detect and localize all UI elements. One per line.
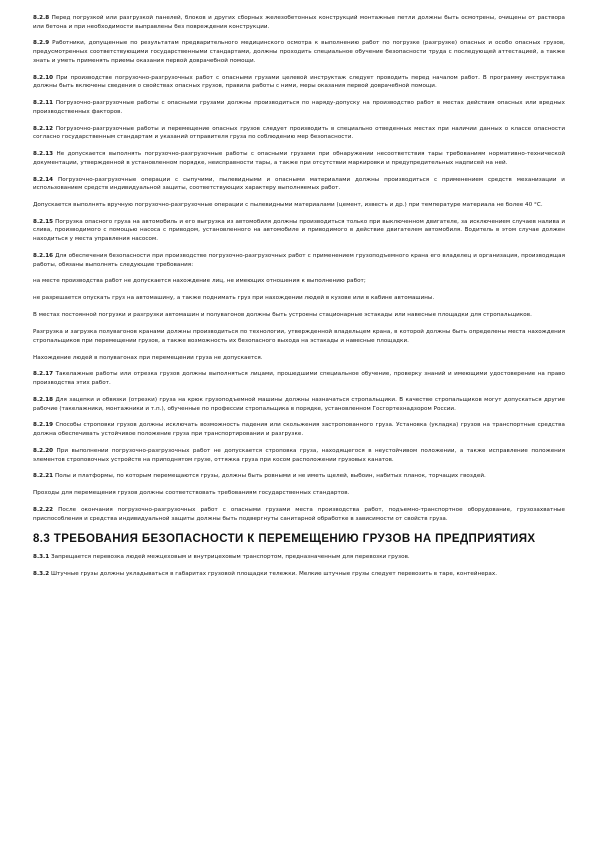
paragraph bbox=[33, 74, 565, 91]
paragraph-number: 8.2.8 bbox=[33, 15, 50, 21]
paragraph-number: 8.3.1 bbox=[33, 553, 50, 560]
paragraph bbox=[33, 370, 565, 387]
paragraph-number: 8.2.21 bbox=[33, 473, 54, 480]
section-8-2-paragraphs bbox=[33, 14, 565, 523]
paragraph-text: Разгрузка и загрузка полувагонов кранами должны производиться по технологии, утвержденной владельцем крана, в которой должны быть определены места нахождения стропальщиков при перемещении грузов, а также возможность их безопасного выхода на эстакады и навесные площадки. bbox=[33, 329, 565, 344]
paragraph-number: 8.2.16 bbox=[33, 252, 54, 259]
paragraph bbox=[33, 277, 565, 286]
paragraph-text: Погрузочно-разгрузочные работы и перемещение опасных грузов следует производить в специально отведенных местах при наличии данных о классе опасности согласно государственным стандартам и указаний отправителя груза по соблюдению мер безопасности. bbox=[33, 125, 566, 141]
paragraph-number: 8.3.2 bbox=[33, 570, 50, 577]
paragraph-text: Не допускается выполнять погрузочно-разгрузочные работы с опасными грузами при обнаружении несоответствия тары требованиям нормативно-технической документации, утвержденной в установленном порядке, неисправности тары, а также при отсутствии маркировки и предупредительных надписей на ней. bbox=[33, 151, 566, 166]
paragraph-number: 8.2.15 bbox=[33, 218, 54, 225]
paragraph bbox=[33, 354, 565, 363]
paragraph bbox=[33, 421, 565, 438]
paragraph-number: 8.2.22 bbox=[33, 507, 54, 514]
paragraph-number: 8.2.13 bbox=[33, 151, 54, 158]
document-page bbox=[33, 14, 565, 586]
paragraph bbox=[33, 201, 565, 210]
paragraph bbox=[33, 396, 565, 413]
section-heading: 8.3 ТРЕБОВАНИЯ БЕЗОПАСНОСТИ К ПЕРЕМЕЩЕНИЮ ГРУЗОВ НА ПРЕДПРИЯТИЯХ bbox=[33, 532, 536, 545]
paragraph-text: Запрещается перевозка людей межцеховым и внутрицеховым транспортом, предназначенным для перевозки грузов. bbox=[51, 553, 410, 560]
paragraph-number: 8.2.12 bbox=[33, 125, 54, 132]
paragraph bbox=[33, 99, 565, 116]
paragraph-number: 8.2.20 bbox=[33, 447, 54, 454]
paragraph-number: 8.2.17 bbox=[33, 371, 54, 378]
paragraph bbox=[33, 472, 565, 481]
paragraph-text: Такелажные работы или отрезка грузов должны выполняться лицами, прошедшими специальное обучение, проверку знаний и имеющими удостоверение на право производства этих работ. bbox=[33, 371, 565, 387]
paragraph-text: Работники, допущенные по результатам предварительного медицинского осмотра к выполнению работ по погрузке (разгрузке) опасных и особо опасных грузов, предусмотренных соответствующими государственными стандартами, должны проходить специальное обучение безопасности труда с последующей аттестацией, а также знать и уметь применять приемы оказания первой доврачебной помощи. bbox=[33, 40, 565, 64]
paragraph-number: 8.2.14 bbox=[33, 176, 54, 183]
paragraph-text: Штучные грузы должны укладываться в габаритах грузовой площадки тележки. Мелкие штучные грузы следует перевозить в таре, контейнерах. bbox=[51, 570, 498, 577]
paragraph bbox=[33, 311, 565, 320]
paragraph bbox=[33, 328, 565, 345]
paragraph-text: не разрешается опускать груз на автомашину, а также поднимать груз при нахождении людей в кузове или в кабине автомашины. bbox=[33, 295, 435, 302]
paragraph-text: на месте производства работ не допускается нахождение лиц, не имеющих отношения к выполнению работ; bbox=[33, 278, 366, 285]
paragraph-text: Для обеспечения безопасности при производстве погрузочно-разгрузочных работ с применением грузоподъемного крана его владелец и организация, производящая работы, обязаны выполнять следующие требования: bbox=[33, 252, 566, 268]
paragraph bbox=[33, 489, 565, 498]
paragraph-text: В местах постоянной погрузки и разгрузки автомашин и полувагонов должны быть устроены стационарные эстакады или навесные площадки для стропальщиков. bbox=[33, 312, 532, 319]
paragraph-text: Погрузочно-разгрузочные работы с опасными грузами должны производиться по наряду-допуску на производство работ в местах действия опасных или вредных производственных факторов. bbox=[33, 100, 565, 115]
paragraph bbox=[33, 176, 565, 193]
paragraph bbox=[33, 506, 565, 523]
paragraph-number: 8.2.18 bbox=[33, 396, 54, 403]
paragraph-text: Нахождение людей в полувагонах при перемещении груза не допускается. bbox=[33, 354, 263, 361]
paragraph-number: 8.2.19 bbox=[33, 422, 54, 429]
paragraph-text: Перед погрузкой или разгрузкой панелей, блоков и других сборных железобетонных конструкций монтажные петли должны быть осмотрены, очищены от раствора или бетона и при необходимости выправлены без повреждения конструкции. bbox=[33, 15, 565, 30]
paragraph-text: При выполнении погрузочно-разгрузочных работ не допускается строповка груза, находящегося в неустойчивом положении, а также исправление положения элементов строповочных устройств на приподнятом грузе, оттяжка груза при косом расположении грузовых канатов. bbox=[33, 447, 565, 463]
section-8-3-paragraphs bbox=[33, 553, 565, 578]
paragraph bbox=[33, 294, 565, 303]
paragraph bbox=[33, 218, 565, 244]
paragraph bbox=[33, 150, 565, 167]
paragraph bbox=[33, 125, 565, 142]
paragraph bbox=[33, 570, 565, 579]
paragraph-text: Допускается выполнять вручную погрузочно-разгрузочные операции с пылевидными материалами (цемент, известь и др.) при температуре материала не более 40 °С. bbox=[33, 201, 543, 208]
paragraph-text: Способы строповки грузов должны исключать возможность падения или скольжения застропованного груза. Установка (укладка) грузов на транспортные средства должна обеспечивать устойчивое положение груза при транспортировании и разгрузке. bbox=[33, 422, 566, 438]
paragraph-number: 8.2.10 bbox=[33, 74, 54, 81]
paragraph bbox=[33, 252, 565, 269]
paragraph-number: 8.2.11 bbox=[33, 100, 54, 107]
paragraph bbox=[33, 39, 565, 65]
paragraph-text: При производстве погрузочно-разгрузочных работ с опасными грузами целевой инструктаж следует проводить перед началом работ. В программу инструктажа должны быть включены сведения о свойствах опасных грузов, правила работы с ними, меры оказания первой доврачебной помощи. bbox=[33, 74, 565, 90]
paragraph bbox=[33, 14, 565, 31]
paragraph-text: Для зацепки и обвязки (отрезки) груза на крюк грузоподъемной машины должны назначаться стропальщики. В качестве стропальщиков могут допускаться другие рабочие (такелажники, монтажники и т.п.), обученные по профессии стропальщика в порядке, установленном Госгортехнадзором России. bbox=[33, 396, 565, 412]
paragraph-text: После окончания погрузочно-разгрузочных работ с опасными грузами места производства работ, подъемно-транспортное оборудование, грузозахватные приспособления и средства индивидуальной защиты должны быть подвергнуты санитарной обработке в зависимости от свойств груза. bbox=[33, 507, 566, 522]
paragraph-text: Погрузочно-разгрузочные операции с сыпучими, пылевидными и опасными материалами должны производиться с применением средств механизации и использованием средств индивидуальной защиты, соответствующих характеру выполняемых работ. bbox=[33, 176, 565, 192]
paragraph-text: Проходы для перемещения грузов должны соответствовать требованиям государственных стандартов. bbox=[33, 490, 350, 497]
paragraph bbox=[33, 447, 565, 464]
paragraph bbox=[33, 553, 565, 562]
paragraph-number: 8.2.9 bbox=[33, 40, 50, 47]
paragraph-text: Погрузка опасного груза на автомобиль и его выгрузка из автомобиля должны производиться только при выключенном двигателе, за исключением случаев налива и слива, производимого с помощью насоса с приводом, установленного на автомобиле и приводимого в действие двигателем автомобиля. Водитель в этом случае должен находиться у места управления насосом. bbox=[33, 218, 566, 243]
paragraph-text: Полы и платформы, по которым перемещаются грузы, должны быть ровными и не иметь щелей, выбоин, набитых планок, торчащих гвоздей. bbox=[54, 473, 486, 480]
